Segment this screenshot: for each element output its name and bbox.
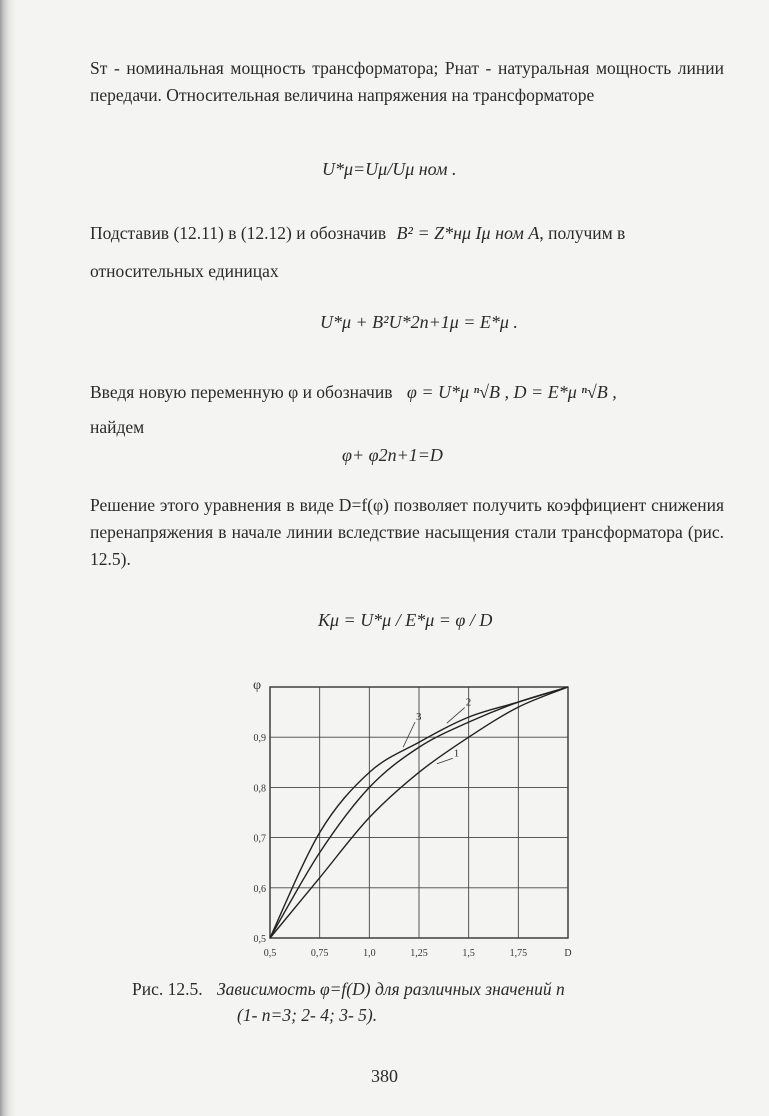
paragraph-3-line-2: найдем xyxy=(90,417,145,437)
x-tick-label: 1,75 xyxy=(509,948,528,959)
formula-equation: U*μ + B²U*2n+1μ = E*μ . xyxy=(320,312,518,332)
x-tick-label: D xyxy=(564,948,572,959)
paragraph-2-text: Подставив (12.11) в (12.12) и обозначив xyxy=(90,223,387,243)
page-number: 380 xyxy=(371,1066,398,1086)
y-tick-label: 0,5 xyxy=(253,934,266,945)
phi-d-chart xyxy=(0,670,769,970)
curve-label-2: 2 xyxy=(465,696,472,709)
paragraph-2 xyxy=(90,220,724,247)
x-tick-label: 0,75 xyxy=(310,948,329,959)
curve-label-leader-2 xyxy=(447,708,465,724)
y-tick-label: 0,7 xyxy=(253,833,266,845)
y-tick-label: 0,9 xyxy=(253,733,266,745)
x-tick-label: 1,25 xyxy=(410,948,428,959)
paragraph-2-tail: , получим в xyxy=(539,223,626,243)
x-tick-label: 0,5 xyxy=(263,948,277,959)
formula-b-squared: B² = Z*нμ Iμ ном A xyxy=(396,223,540,243)
paragraph-2-line-2: относительных единицах xyxy=(90,261,279,281)
figure-caption xyxy=(132,976,732,1028)
curve-label-1: 1 xyxy=(453,747,460,760)
paragraph-4: Решение этого уравнения в виде D=f(φ) позволяет получить коэффициент снижения перенапряжения в начале линии вследствие насыщения стали трансформатора (рис. 12.5). xyxy=(90,495,724,569)
formula-relative-voltage: U*μ=Uμ/Uμ ном . xyxy=(322,159,457,179)
formula-phi-d-definition: φ = U*μ ⁿ√B , D = E*μ ⁿ√B , xyxy=(406,382,617,402)
y-tick-label: 0,8 xyxy=(253,783,266,795)
y-axis-label: φ xyxy=(252,678,262,693)
curve-label-leader-1 xyxy=(437,758,453,764)
paragraph-3-text: Введя новую переменную φ и обозначив xyxy=(90,382,393,402)
curve-label-leader-3 xyxy=(403,722,415,747)
curve-label-3: 3 xyxy=(416,711,422,724)
caption-prefix: Рис. 12.5. xyxy=(132,979,203,999)
paragraph-1: Sт - номинальная мощность трансформатора; Pнат - натуральная мощность линии передачи. Относительная величина напряжения на трансформаторе xyxy=(90,58,724,105)
caption-line-2: (1- n=3; 2- 4; 3- 5). xyxy=(237,1005,378,1025)
formula-phi-equation: φ+ φ2n+1=D xyxy=(342,445,443,465)
x-tick-label: 1,5 xyxy=(462,948,475,959)
x-tick-label: 1,0 xyxy=(363,948,376,959)
paragraph-3 xyxy=(90,379,724,406)
y-tick-label: 0,6 xyxy=(253,883,266,895)
formula-k-mu: Kμ = U*μ / E*μ = φ / D xyxy=(318,610,493,630)
caption-line-1: Зависимость φ=f(D) для различных значений n xyxy=(217,979,565,999)
